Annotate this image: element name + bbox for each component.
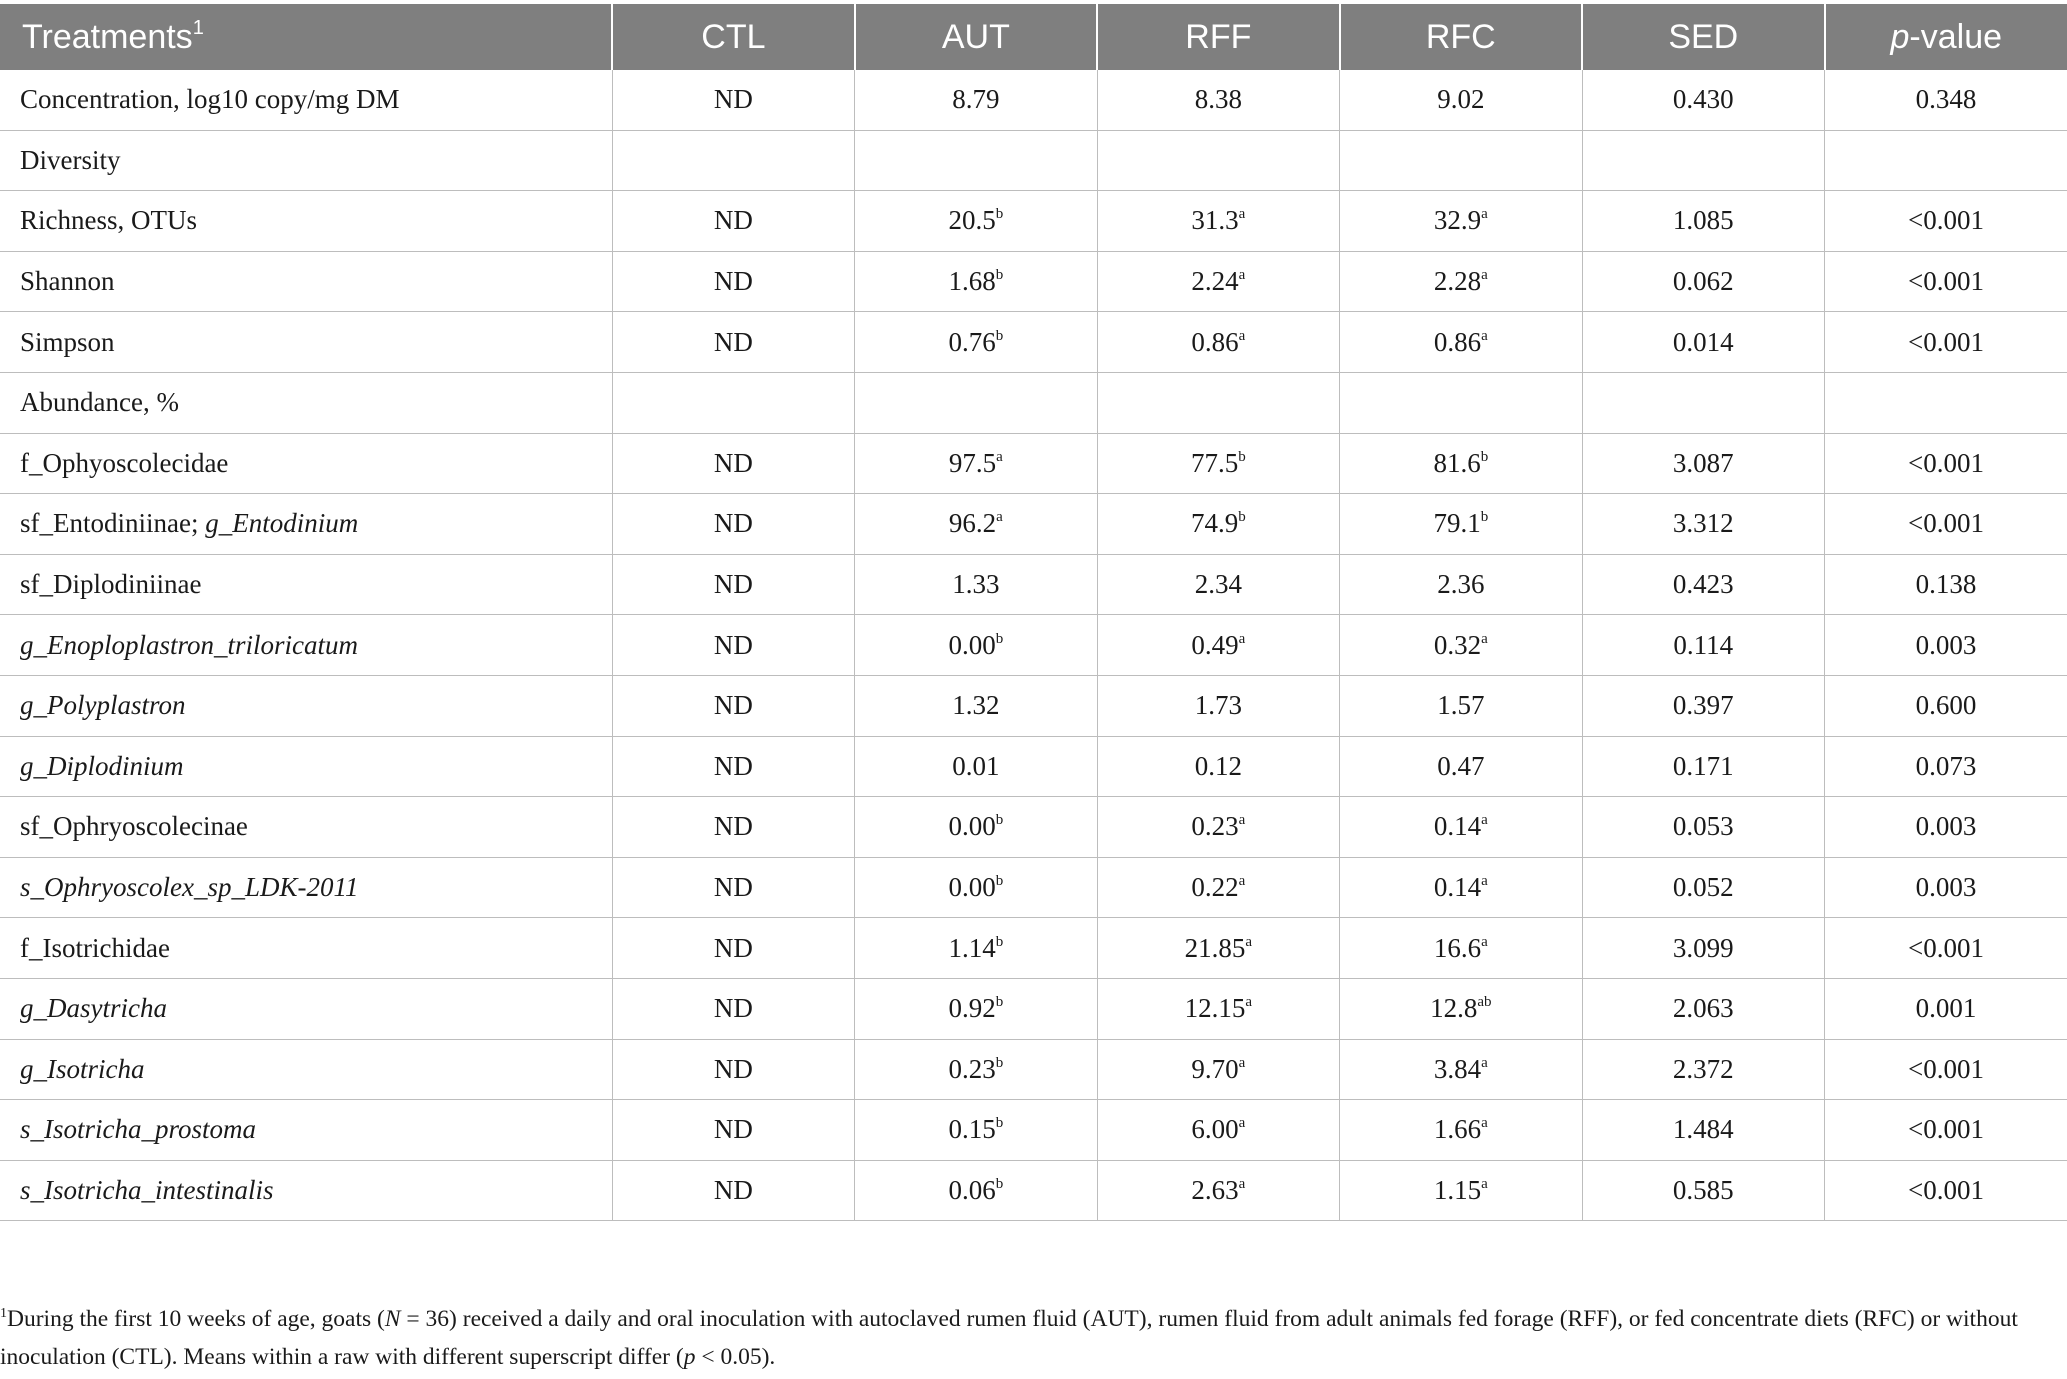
table-row	[0, 1160, 2067, 1221]
cell-sed: 0.585	[1582, 1160, 1824, 1221]
table-row	[0, 736, 2067, 797]
cell-ctl: ND	[612, 736, 854, 797]
cell-aut: 0.00$^b$	[855, 615, 1097, 676]
cell-aut: 0.00$^b$	[855, 857, 1097, 918]
cell-rfc	[1340, 130, 1582, 191]
cell-rff: 0.49$^a$	[1097, 615, 1339, 676]
cell-ctl: ND	[612, 615, 854, 676]
table-row	[0, 857, 2067, 918]
table-row	[0, 494, 2067, 555]
cell-rff: 9.70$^a$	[1097, 1039, 1339, 1100]
cell-aut: 1.33	[855, 554, 1097, 615]
cell-rfc: 81.6$^b$	[1340, 433, 1582, 494]
cell-sed: 2.372	[1582, 1039, 1824, 1100]
row-label: Simpson	[0, 312, 612, 373]
cell-rfc: 9.02	[1340, 70, 1582, 130]
cell-rff: 21.85$^a$	[1097, 918, 1339, 979]
header-aut: AUT	[855, 4, 1097, 70]
cell-sed: 3.087	[1582, 433, 1824, 494]
cell-rfc: 1.57	[1340, 675, 1582, 736]
table-row	[0, 554, 2067, 615]
cell-ctl: ND	[612, 797, 854, 858]
cell-aut: 1.14$^b$	[855, 918, 1097, 979]
cell-p: <0.001	[1825, 1100, 2067, 1161]
cell-p	[1825, 372, 2067, 433]
row-label: f_Ophyoscolecidae	[0, 433, 612, 494]
cell-aut: 0.00$^b$	[855, 797, 1097, 858]
cell-ctl: ND	[612, 494, 854, 555]
row-label: sf_Diplodiniinae	[0, 554, 612, 615]
cell-ctl	[612, 130, 854, 191]
cell-aut: 96.2$^a$	[855, 494, 1097, 555]
cell-rff: 2.34	[1097, 554, 1339, 615]
row-label: s_Isotricha_intestinalis	[0, 1160, 612, 1221]
cell-ctl: ND	[612, 1160, 854, 1221]
cell-rff	[1097, 130, 1339, 191]
cell-sed: 0.397	[1582, 675, 1824, 736]
cell-rfc: 0.32$^a$	[1340, 615, 1582, 676]
cell-aut: 0.23$^b$	[855, 1039, 1097, 1100]
cell-ctl: ND	[612, 312, 854, 373]
row-label: g_Polyplastron	[0, 675, 612, 736]
cell-rff: 0.23$^a$	[1097, 797, 1339, 858]
cell-ctl: ND	[612, 251, 854, 312]
table-row	[0, 615, 2067, 676]
cell-sed: 0.062	[1582, 251, 1824, 312]
header-rff: RFF	[1097, 4, 1339, 70]
cell-p: <0.001	[1825, 251, 2067, 312]
cell-rfc: 12.8$^{ab}$	[1340, 978, 1582, 1039]
table-row	[0, 191, 2067, 252]
cell-sed: 0.014	[1582, 312, 1824, 373]
cell-rfc: 3.84$^a$	[1340, 1039, 1582, 1100]
cell-p: 0.003	[1825, 615, 2067, 676]
cell-aut: 0.76$^b$	[855, 312, 1097, 373]
cell-rfc: 79.1$^b$	[1340, 494, 1582, 555]
cell-aut: 0.92$^b$	[855, 978, 1097, 1039]
row-label: s_Isotricha_prostoma	[0, 1100, 612, 1161]
header-sed: SED	[1582, 4, 1824, 70]
table-row	[0, 130, 2067, 191]
cell-rff: 8.38	[1097, 70, 1339, 130]
cell-sed: 3.312	[1582, 494, 1824, 555]
cell-rff: 6.00$^a$	[1097, 1100, 1339, 1161]
row-label: Shannon	[0, 251, 612, 312]
results-table-container	[0, 4, 2067, 1221]
row-label: g_Enoploplastron_triloricatum	[0, 615, 612, 676]
cell-rfc: 2.28$^a$	[1340, 251, 1582, 312]
row-label: Diversity	[0, 130, 612, 191]
table-row	[0, 978, 2067, 1039]
cell-ctl: ND	[612, 918, 854, 979]
cell-rff: 0.22$^a$	[1097, 857, 1339, 918]
cell-rfc: 0.14$^a$	[1340, 857, 1582, 918]
cell-aut: 0.06$^b$	[855, 1160, 1097, 1221]
cell-rff: 31.3$^a$	[1097, 191, 1339, 252]
cell-aut	[855, 372, 1097, 433]
table-row	[0, 251, 2067, 312]
header-treatments: Treatments$^1$	[0, 4, 612, 70]
cell-rfc: 16.6$^a$	[1340, 918, 1582, 979]
cell-rfc: 2.36	[1340, 554, 1582, 615]
cell-rff: 2.24$^a$	[1097, 251, 1339, 312]
table-row	[0, 433, 2067, 494]
cell-rff: 2.63$^a$	[1097, 1160, 1339, 1221]
cell-rff: 0.86$^a$	[1097, 312, 1339, 373]
cell-rff: 1.73	[1097, 675, 1339, 736]
cell-sed: 0.423	[1582, 554, 1824, 615]
cell-ctl: ND	[612, 857, 854, 918]
cell-p: 0.003	[1825, 797, 2067, 858]
table-row	[0, 797, 2067, 858]
cell-ctl: ND	[612, 675, 854, 736]
cell-sed	[1582, 130, 1824, 191]
cell-rfc	[1340, 372, 1582, 433]
cell-p	[1825, 130, 2067, 191]
cell-p: <0.001	[1825, 312, 2067, 373]
header-rfc: RFC	[1340, 4, 1582, 70]
cell-rff: 0.12	[1097, 736, 1339, 797]
row-label: g_Dasytricha	[0, 978, 612, 1039]
header-p-value: p-value	[1825, 4, 2067, 70]
cell-aut	[855, 130, 1097, 191]
cell-aut: 20.5$^b$	[855, 191, 1097, 252]
cell-ctl: ND	[612, 70, 854, 130]
table-row	[0, 372, 2067, 433]
cell-p: <0.001	[1825, 1039, 2067, 1100]
cell-rfc: 0.86$^a$	[1340, 312, 1582, 373]
table-row	[0, 1100, 2067, 1161]
cell-rfc: 0.14$^a$	[1340, 797, 1582, 858]
cell-p: 0.600	[1825, 675, 2067, 736]
cell-rff: 74.9$^b$	[1097, 494, 1339, 555]
row-label: s_Ophryoscolex_sp_LDK-2011	[0, 857, 612, 918]
cell-aut: 1.32	[855, 675, 1097, 736]
cell-rfc: 1.66$^a$	[1340, 1100, 1582, 1161]
cell-p: <0.001	[1825, 191, 2067, 252]
cell-aut: 0.01	[855, 736, 1097, 797]
row-label: Abundance, %	[0, 372, 612, 433]
cell-aut: 97.5$^a$	[855, 433, 1097, 494]
cell-p: 0.073	[1825, 736, 2067, 797]
table-row	[0, 312, 2067, 373]
cell-ctl: ND	[612, 554, 854, 615]
table-header-row	[0, 4, 2067, 70]
row-label: f_Isotrichidae	[0, 918, 612, 979]
row-label: Concentration, log10 copy/mg DM	[0, 70, 612, 130]
cell-sed: 0.430	[1582, 70, 1824, 130]
cell-sed: 0.052	[1582, 857, 1824, 918]
cell-p: <0.001	[1825, 494, 2067, 555]
cell-p: 0.001	[1825, 978, 2067, 1039]
cell-rfc: 1.15$^a$	[1340, 1160, 1582, 1221]
cell-rfc: 32.9$^a$	[1340, 191, 1582, 252]
table-row	[0, 675, 2067, 736]
cell-rff	[1097, 372, 1339, 433]
cell-aut: 1.68$^b$	[855, 251, 1097, 312]
table-row	[0, 918, 2067, 979]
cell-sed: 2.063	[1582, 978, 1824, 1039]
table-row	[0, 1039, 2067, 1100]
cell-sed: 1.085	[1582, 191, 1824, 252]
cell-p: 0.348	[1825, 70, 2067, 130]
row-label: g_Isotricha	[0, 1039, 612, 1100]
cell-sed: 0.114	[1582, 615, 1824, 676]
cell-sed: 0.053	[1582, 797, 1824, 858]
table-body	[0, 70, 2067, 1221]
cell-p: 0.003	[1825, 857, 2067, 918]
row-label: sf_Ophryoscolecinae	[0, 797, 612, 858]
cell-p: <0.001	[1825, 918, 2067, 979]
cell-ctl: ND	[612, 978, 854, 1039]
cell-sed: 3.099	[1582, 918, 1824, 979]
cell-p: <0.001	[1825, 1160, 2067, 1221]
cell-ctl: ND	[612, 1039, 854, 1100]
cell-rff: 77.5$^b$	[1097, 433, 1339, 494]
cell-rff: 12.15$^a$	[1097, 978, 1339, 1039]
table-row	[0, 70, 2067, 130]
cell-p: <0.001	[1825, 433, 2067, 494]
cell-ctl	[612, 372, 854, 433]
row-label: Richness, OTUs	[0, 191, 612, 252]
cell-ctl: ND	[612, 433, 854, 494]
row-label: sf_Entodiniinae; g_Entodinium	[0, 494, 612, 555]
cell-sed: 0.171	[1582, 736, 1824, 797]
cell-aut: 0.15$^b$	[855, 1100, 1097, 1161]
cell-aut: 8.79	[855, 70, 1097, 130]
cell-ctl: ND	[612, 191, 854, 252]
table-footnote: $^1$During the first 10 weeks of age, goats (N = 36) received a daily and oral inoculation with autoclaved rumen fluid (AUT), rumen fluid from adult animals fed forage (RFF), or fed concentrate diets (RFC) or without inoculation (CTL). Means within a raw with different superscript differ (p < 0.05).	[0, 1306, 2018, 1370]
cell-ctl: ND	[612, 1100, 854, 1161]
results-table	[0, 4, 2067, 1221]
cell-rfc: 0.47	[1340, 736, 1582, 797]
cell-sed: 1.484	[1582, 1100, 1824, 1161]
cell-sed	[1582, 372, 1824, 433]
row-label: g_Diplodinium	[0, 736, 612, 797]
cell-p: 0.138	[1825, 554, 2067, 615]
header-ctl: CTL	[612, 4, 854, 70]
